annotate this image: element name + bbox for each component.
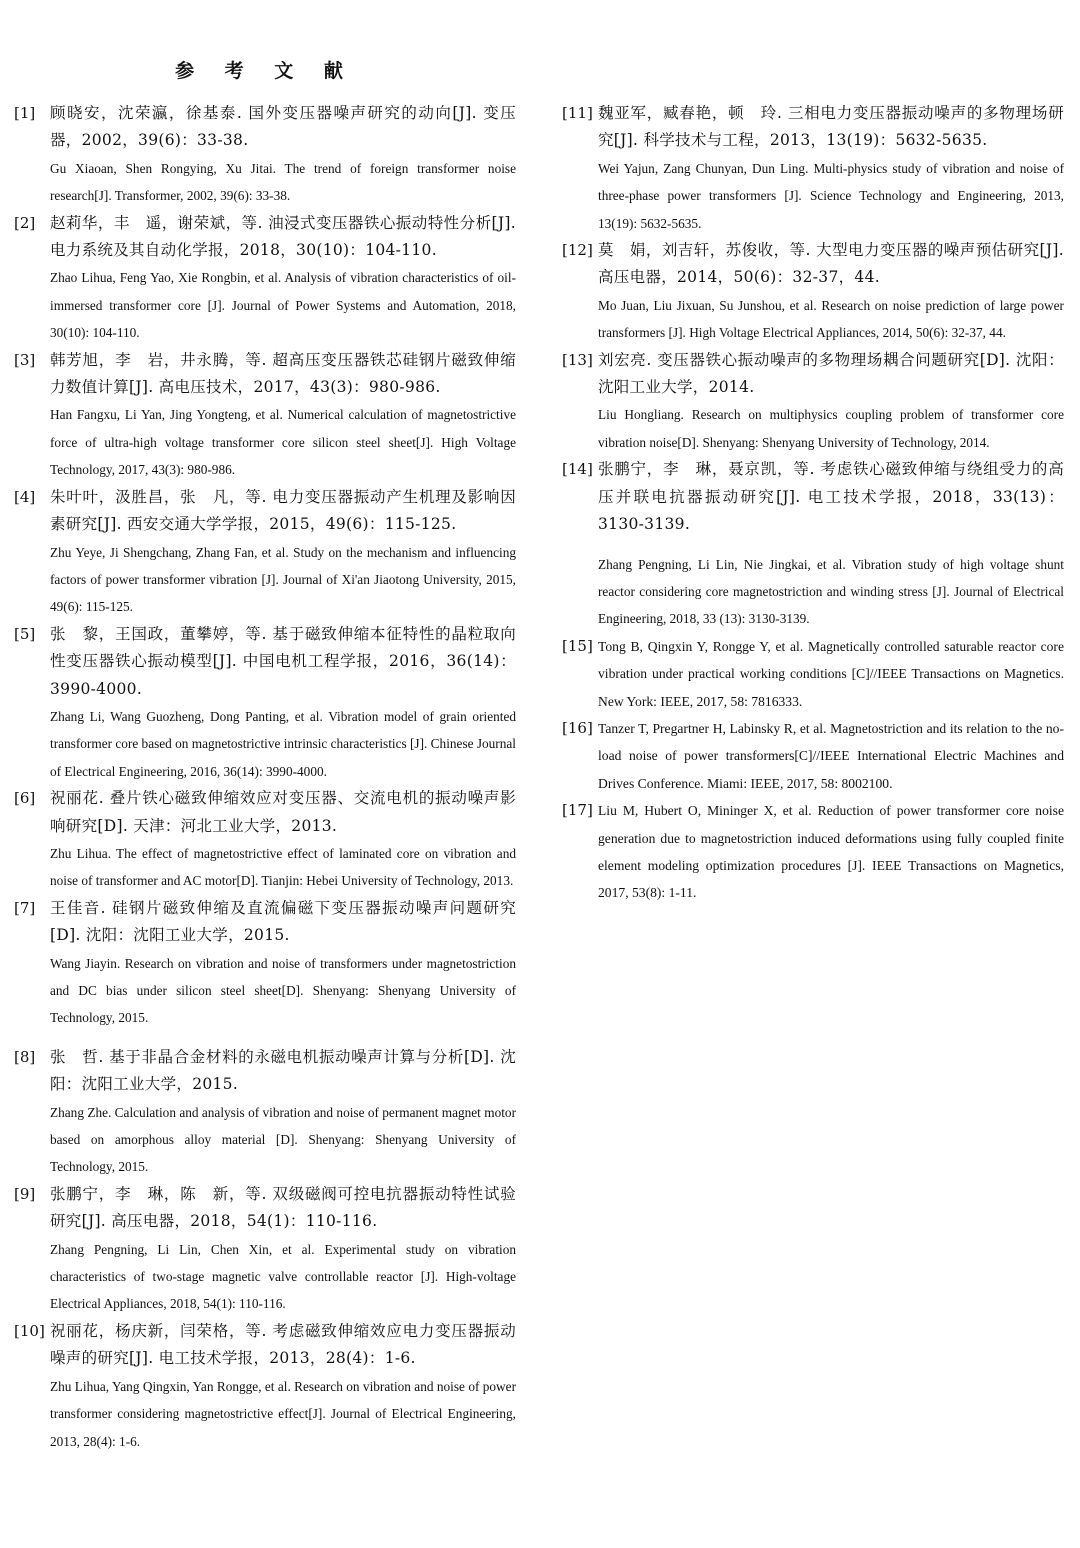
reference-chinese: 朱叶叶，汲胜昌，张 凡，等. 电力变压器振动产生机理及影响因素研究[J]. 西安交通大学学报，2015，49(6)：115-125. [50, 487, 516, 534]
reference-english: Gu Xiaoan, Shen Rongying, Xu Jitai. The trend of foreign transformer noise research[J]. Transformer, 2002, 39(6): 33-38. [50, 160, 516, 204]
reference-english: Zhu Yeye, Ji Shengchang, Zhang Fan, et al. Study on the mechanism and influencing factors of power transformer vibration [J]. Journal of Xi'an Jiaotong University, 2015, 49(6): 115-125. [50, 544, 516, 615]
reference-english: Liu Hongliang. Research on multiphysics coupling problem of transformer core vibration noise[D]. Shenyang: Shenyang University of Technology, 2014. [598, 407, 1064, 450]
reference-english: Zhang Pengning, Li Lin, Nie Jingkai, et al. Vibration study of high voltage shunt reactor considering core magnetostriction and winding stress [J]. Journal of Electrical Engineering, 2018, 33 (13): 3130-3139. [598, 556, 1064, 627]
reference-english: Zhang Pengning, Li Lin, Chen Xin, et al. Experimental study on vibration characteristics of two-stage magnetic valve controllable reactor [J]. High-voltage Electrical Appliances, 2018, 54(1): 110-116. [50, 1241, 516, 1312]
reference-number: [7] [14, 898, 36, 917]
reference-english: Liu M, Hubert O, Mininger X, et al. Reduction of power transformer core noise generation due to magnetostriction induced deformations using fully coupled finite element modeling optimization procedures [J]. IEEE Transactions on Magnetics, 2017, 53(8): 1-11. [598, 803, 1064, 901]
spacer [14, 1032, 516, 1044]
reference-13 [562, 347, 1064, 457]
reference-number: [11] [562, 104, 593, 122]
reference-number: [2] [14, 213, 36, 232]
reference-14 [562, 456, 1064, 632]
reference-chinese: 张 黎，王国政，董攀婷，等. 基于磁致伸缩本征特性的晶粒取向性变压器铁心振动模型[J]. 中国电机工程学报，2016，36(14)：3990-4000. [50, 624, 516, 698]
references-right-column [562, 100, 1064, 907]
reference-chinese: 赵莉华，丰 遥，谢荣斌，等. 油浸式变压器铁心振动特性分析[J]. 电力系统及其自动化学报，2018，30(10)：104-110. [50, 213, 516, 260]
reference-number: [6] [14, 789, 36, 808]
reference-chinese: 张鹏宁，李 琳，聂京凯，等. 考虑铁心磁致伸缩与绕组受力的高压并联电抗器振动研究[J]. 电工技术学报，2018，33(13)：3130-3139. [598, 460, 1064, 534]
reference-5 [14, 621, 516, 785]
reference-10 [14, 1318, 516, 1455]
spacer [598, 539, 1064, 551]
reference-3 [14, 347, 516, 484]
reference-4 [14, 484, 516, 621]
reference-chinese: 莫 娟，刘吉轩，苏俊收，等. 大型电力变压器的噪声预估研究[J]. 高压电器，2014，50(6)：32-37，44. [598, 241, 1064, 287]
reference-15 [562, 633, 1064, 715]
reference-number: [13] [562, 350, 593, 369]
reference-2 [14, 210, 516, 347]
reference-number: [8] [14, 1047, 36, 1066]
references-left-column [14, 100, 516, 1455]
reference-6 [14, 785, 516, 895]
reference-number: [9] [14, 1184, 36, 1203]
reference-7 [14, 895, 516, 1032]
reference-chinese: 祝丽花. 叠片铁心磁致伸缩效应对变压器、交流电机的振动噪声影响研究[D]. 天津：河北工业大学，2013. [50, 789, 516, 835]
reference-chinese: 张鹏宁，李 琳，陈 新，等. 双级磁阀可控电抗器振动特性试验研究[J]. 高压电器，2018，54(1)：110-116. [50, 1184, 516, 1231]
reference-english: Wang Jiayin. Research on vibration and noise of transformers under magnetostriction and DC bias under silicon steel sheet[D]. Shenyang: Shenyang University of Technology, 2015. [50, 955, 516, 1026]
reference-11 [562, 100, 1064, 237]
reference-number: [12] [562, 241, 593, 260]
reference-chinese: 刘宏亮. 变压器铁心振动噪声的多物理场耦合问题研究[D]. 沈阳：沈阳工业大学，2014. [598, 350, 1064, 397]
reference-english: Zhang Zhe. Calculation and analysis of vibration and noise of permanent magnet motor based on amorphous alloy material [D]. Shenyang: Shenyang University of Technology, 2015. [50, 1104, 516, 1175]
reference-chinese: 韩芳旭，李 岩，井永腾，等. 超高压变压器铁芯硅钢片磁致伸缩力数值计算[J]. 高电压技术，2017，43(3)：980-986. [50, 350, 516, 397]
reference-8 [14, 1044, 516, 1181]
reference-english: Zhu Lihua. The effect of magnetostrictive effect of laminated core on vibration and noise of transformer and AC motor[D]. Tianjin: Hebei University of Technology, 2013. [50, 845, 516, 889]
reference-17 [562, 797, 1064, 907]
reference-chinese: 王佳音. 硅钢片磁致伸缩及直流偏磁下变压器振动噪声问题研究[D]. 沈阳：沈阳工业大学，2015. [50, 898, 516, 945]
reference-number: [16] [562, 718, 593, 737]
reference-english: Mo Juan, Liu Jixuan, Su Junshou, et al. Research on noise prediction of large power transformers [J]. High Voltage Electrical Appliances, 2014, 50(6): 32-37, 44. [598, 297, 1064, 341]
reference-number: [1] [14, 104, 36, 122]
reference-chinese: 祝丽花，杨庆新，闫荣格，等. 考虑磁致伸缩效应电力变压器振动噪声的研究[J]. 电工技术学报，2013，28(4)：1-6. [50, 1321, 516, 1368]
reference-number: [4] [14, 487, 36, 506]
reference-number: [10] [14, 1321, 45, 1340]
reference-chinese: 张 哲. 基于非晶合金材料的永磁电机振动噪声计算与分析[D]. 沈阳：沈阳工业大学，2015. [50, 1047, 516, 1094]
references-title: 参 考 文 献 [175, 60, 355, 82]
reference-english: Zhang Li, Wang Guozheng, Dong Panting, et al. Vibration model of grain oriented transformer core based on magnetostrictive intrinsic characteristics [J]. Chinese Journal of Electrical Engineering, 2016, 36(14): 3990-4000. [50, 708, 516, 779]
reference-9 [14, 1181, 516, 1318]
reference-chinese: 顾晓安，沈荣瀛，徐基泰. 国外变压器噪声研究的动向[J]. 变压器，2002，39(6)：33-38. [50, 104, 516, 150]
reference-16 [562, 715, 1064, 797]
reference-number: [14] [562, 460, 593, 479]
reference-1 [14, 100, 516, 210]
reference-english: Han Fangxu, Li Yan, Jing Yongteng, et al. Numerical calculation of magnetostrictive force of ultra-high voltage transformer core silicon steel sheet[J]. High Voltage Technology, 2017, 43(3): 980-986. [50, 407, 516, 478]
reference-english: Tanzer T, Pregartner H, Labinsky R, et al. Magnetostriction and its relation to the no-load noise of power transformers[C]//IEEE International Electric Machines and Drives Conference. Miami: IEEE, 2017, 58: 8002100. [598, 720, 1064, 791]
reference-english: Zhu Lihua, Yang Qingxin, Yan Rongge, et al. Research on vibration and noise of power transformer considering magnetostrictive effect[J]. Journal of Electrical Engineering, 2013, 28(4): 1-6. [50, 1378, 516, 1449]
reference-english: Wei Yajun, Zang Chunyan, Dun Ling. Multi-physics study of vibration and noise of three-phase power transformers [J]. Science Technology and Engineering, 2013, 13(19): 5632-5635. [598, 160, 1064, 231]
reference-number: [3] [14, 350, 36, 369]
reference-number: [17] [562, 801, 593, 820]
reference-number: [15] [562, 636, 593, 655]
reference-english: Zhao Lihua, Feng Yao, Xie Rongbin, et al. Analysis of vibration characteristics of oil-immersed transformer core [J]. Journal of Power Systems and Automation, 2018, 30(10): 104-110. [50, 270, 516, 341]
reference-number: [5] [14, 624, 36, 643]
reference-12 [562, 237, 1064, 347]
reference-english: Tong B, Qingxin Y, Rongge Y, et al. Magnetically controlled saturable reactor core vibration under practical working conditions [C]//IEEE Transactions on Magnetics. New York: IEEE, 2017, 58: 7816333. [598, 638, 1064, 709]
reference-chinese: 魏亚军，臧春艳，顿 玲. 三相电力变压器振动噪声的多物理场研究[J]. 科学技术与工程，2013，13(19)：5632-5635. [598, 104, 1064, 150]
